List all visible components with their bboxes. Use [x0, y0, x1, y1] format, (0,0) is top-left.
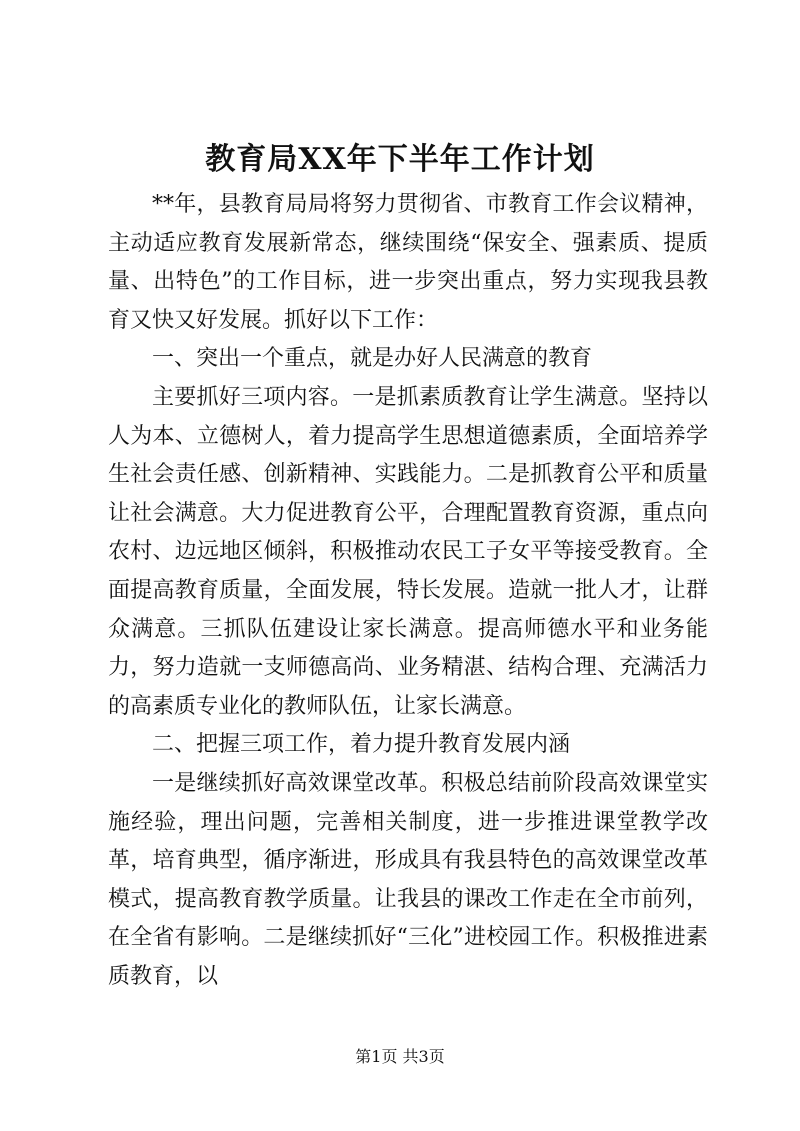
document-body — [108, 186, 708, 996]
section-heading-1: 一、突出一个重点，就是办好人民满意的教育 — [152, 346, 593, 372]
page-footer: 第1页 共3页 — [355, 1047, 445, 1066]
document-title: 教育局XX年下半年工作计划 — [205, 142, 595, 177]
section-heading-2: 二、把握三项工作，着力提升教育发展内涵 — [152, 732, 571, 758]
intro-paragraph: **年，县教育局局将努力贯彻省、市教育工作会议精神，主动适应教育发展新常态，继续围绕“保安全、强素质、提质量、出特色”的工作目标，进一步突出重点，努力实现我县教育又快又好发展。抓好以下工作： — [108, 192, 708, 333]
section-1-paragraph: 主要抓好三项内容。一是抓素质教育让学生满意。坚持以人为本、立德树人，着力提高学生思想道德素质，全面培养学生社会责任感、创新精神、实践能力。二是抓教育公平和质量让社会满意。大力促进教育公平，合理配置教育资源，重点向农村、边远地区倾斜，积极推动农民工子女平等接受教育。全面提高教育质量，全面发展，特长发展。造就一批人才，让群众满意。三抓队伍建设让家长满意。提高师德水平和业务能力，努力造就一支师德高尚、业务精湛、结构合理、充满活力的高素质专业化的教师队伍，让家长满意。 — [108, 384, 708, 719]
section-2-paragraph: 一是继续抓好高效课堂改革。积极总结前阶段高效课堂实施经验，理出问题，完善相关制度，进一步推进课堂教学改革，培育典型，循序渐进，形成具有我县特色的高效课堂改革模式，提高教育教学质量。让我县的课改工作走在全市前列，在全省有影响。二是继续抓好“三化”进校园工作。积极推进素质教育，以 — [108, 770, 708, 989]
